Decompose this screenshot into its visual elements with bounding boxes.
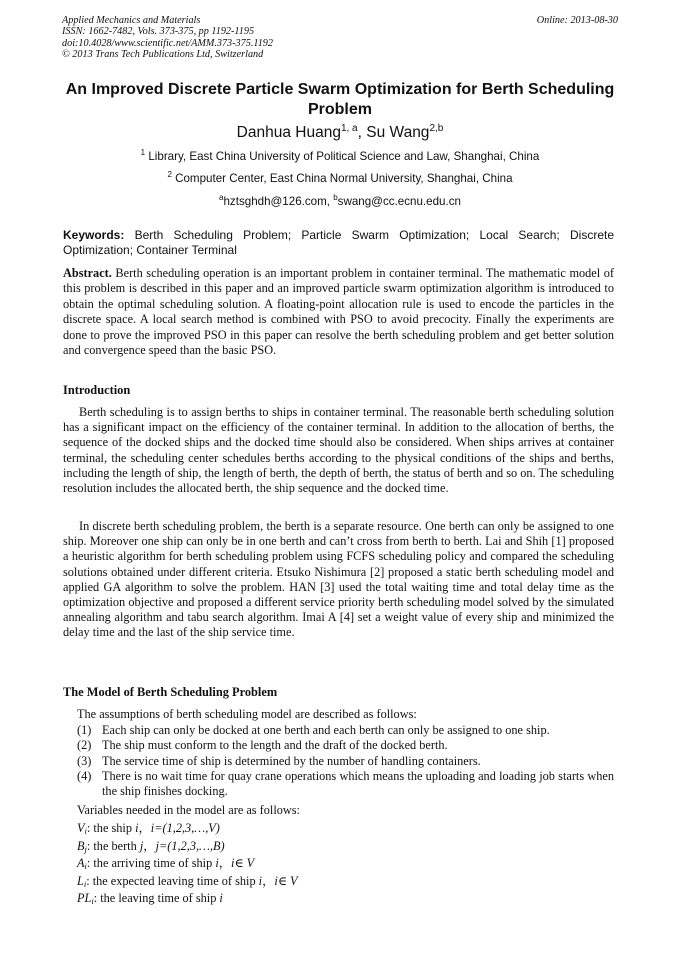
doi-line: doi:10.4028/www.scientific.net/AMM.373-375.1192 (62, 37, 273, 49)
author-separator: , (357, 124, 367, 141)
variable-range: i∈ V (231, 856, 255, 871)
variable-separator: ， (262, 873, 275, 888)
variable-index: i (258, 873, 263, 888)
variable-range: j=(1,2,3,…,B) (155, 838, 225, 853)
variable-index: i (215, 856, 219, 871)
variable-range: i=(1,2,3,…,V) (150, 821, 220, 835)
variable-symbol: A (77, 856, 85, 871)
list-item-number: (1) (77, 723, 92, 737)
affiliation-superscript: 1 (140, 148, 146, 157)
affiliation-1 (62, 150, 618, 164)
list-item-text: Each ship can only be docked at one berth and each berth can only be assigned to one ship. (102, 723, 550, 737)
list-item-text: The service time of ship is determined by the number of handling containers. (102, 753, 481, 768)
section-heading-introduction: Introduction (63, 383, 131, 397)
variable-symbol: V (77, 821, 85, 835)
list-item-number: (2) (77, 738, 92, 753)
variable-description: : the ship (86, 821, 136, 835)
list-item (77, 723, 614, 738)
assumptions-intro: The assumptions of berth scheduling model are described as follows: (77, 707, 417, 721)
variable-row (77, 820, 614, 838)
affiliation-text: Library, East China University of Political Science and Law, Shanghai, China (145, 150, 540, 163)
copyright-line: © 2013 Trans Tech Publications Ltd, Switzerland (62, 49, 264, 61)
variable-separator: ， (138, 821, 151, 835)
variable-symbol: B (77, 838, 85, 853)
introduction-paragraph-2: In discrete berth scheduling problem, the berth is a separate resource. One berth can only be assigned to one ship. Moreover one ship can only be in one berth and can’t cross from berth to berth. Lai and Shih [1] proposed a heuristic algorithm for berth scheduling problem using FCFS scheduling policy and compared the scheduling solutions obtained under different criteria. Etsuko Nishimura [2] proposed a static berth scheduling model and applied GA algorithm to solve the problem. HAN [3] used the total waiting time and total delay time as the optimization objective and proposed a different service priority berth scheduling model solved by the simulated annealing algorithm and tabu search algorithm. Imai A [4] set a weight value of every ship and minimized the delay time and the last of the ship service time. (63, 519, 614, 640)
keywords-label: Keywords: (63, 228, 125, 242)
author-name: Danhua Huang (236, 124, 341, 141)
list-item (77, 738, 614, 753)
variable-description: : the leaving time of ship (93, 891, 220, 906)
author-name: Su Wang (366, 124, 430, 141)
keywords (63, 228, 614, 259)
list-item-text: There is no wait time for quay crane operations which means the uploading and loading job starts when the ship finishes docking. (102, 768, 614, 799)
variable-index: i (219, 891, 223, 906)
assumptions-list (77, 723, 614, 799)
introduction-paragraph-1: Berth scheduling is to assign berths to ships in container terminal. The reasonable berth scheduling solution has a significant impact on the efficiency of the container terminal. In addition to the allocation of berths, the sequence of the docked ships and the docked time should also be considered. When ships arrives at container terminal, the scheduling center schedules berths according to the physical conditions of the ships and berths, including the length of ship, the length of berth, the depth of berth, the status of berth and so on. The scheduling resolution includes the allocated berth, the ship sequence and the docked time. (63, 405, 614, 496)
paper-title: An Improved Discrete Particle Swarm Optimization for Berth Scheduling Problem (65, 81, 615, 118)
keywords-text: Berth Scheduling Problem; Particle Swarm Optimization; Local Search; Discrete Optimization; Container Terminal (63, 228, 614, 258)
list-item (77, 769, 614, 800)
list-item (77, 754, 614, 769)
variable-row (77, 873, 614, 891)
variable-subscript: j (84, 843, 87, 854)
variables-list (77, 820, 614, 908)
author-superscript: 1, a (340, 123, 358, 134)
variable-subscript: i (83, 878, 87, 889)
abstract-label: Abstract. (63, 266, 112, 280)
email-address: swang@cc.ecnu.edu.cn (337, 195, 461, 208)
variable-row (77, 890, 614, 908)
variable-index: j (139, 838, 144, 853)
variable-subscript: i (84, 861, 87, 872)
affiliation-2 (62, 172, 618, 186)
affiliation-text: Computer Center, East China Normal University, Shanghai, China (171, 172, 513, 185)
list-item-number: (4) (77, 768, 92, 783)
email-superscript: a (219, 193, 224, 202)
variable-index: i (135, 821, 139, 835)
variable-separator: ， (143, 838, 156, 853)
variable-symbol: PL (77, 891, 92, 906)
affiliation-superscript: 2 (167, 170, 172, 179)
list-item-text: The ship must conform to the length and the draft of the docked berth. (102, 738, 448, 753)
list-item-number: (3) (77, 753, 92, 768)
variables-intro: Variables needed in the model are as follows: (77, 803, 300, 817)
variable-description: : the berth (86, 838, 140, 853)
variable-row (77, 855, 614, 873)
variable-description: : the expected leaving time of ship (86, 873, 259, 888)
author-superscript: 2,b (429, 123, 444, 134)
email-superscript: b (333, 193, 338, 202)
variable-range: i∈ V (274, 873, 298, 888)
issn-line: ISSN: 1662-7482, Vols. 373-375, pp 1192-1195 (62, 26, 255, 38)
journal-name: Applied Mechanics and Materials (62, 15, 201, 26)
author-line (62, 124, 618, 142)
email-address: hztsghdh@126.com, (223, 195, 334, 208)
variable-separator: ， (218, 856, 232, 871)
section-heading-model: The Model of Berth Scheduling Problem (63, 685, 278, 699)
variable-subscript: i (91, 896, 94, 907)
variable-description: : the arriving time of ship (86, 856, 216, 871)
variable-subscript: i (84, 826, 87, 836)
online-date: Online: 2013-08-30 (536, 15, 618, 26)
abstract (63, 266, 614, 358)
abstract-text: Berth scheduling operation is an important problem in container terminal. The mathematic model of this problem is described in this paper and an improved particle swarm optimization algorithm is introduced to obtain the optimal scheduling solution. A floating-point allocation rule is used to encode the particles in the discrete space. A local search method is combined with PSO to avoid precocity. Finally the experiments are done to prove the improved PSO in this paper can resolve the berth scheduling problem and get better solution and convergence speed than the basic PSO. (63, 266, 614, 358)
variable-symbol: L (77, 873, 84, 888)
variable-row (77, 838, 614, 856)
journal-header (62, 15, 618, 61)
email-line (62, 195, 618, 209)
